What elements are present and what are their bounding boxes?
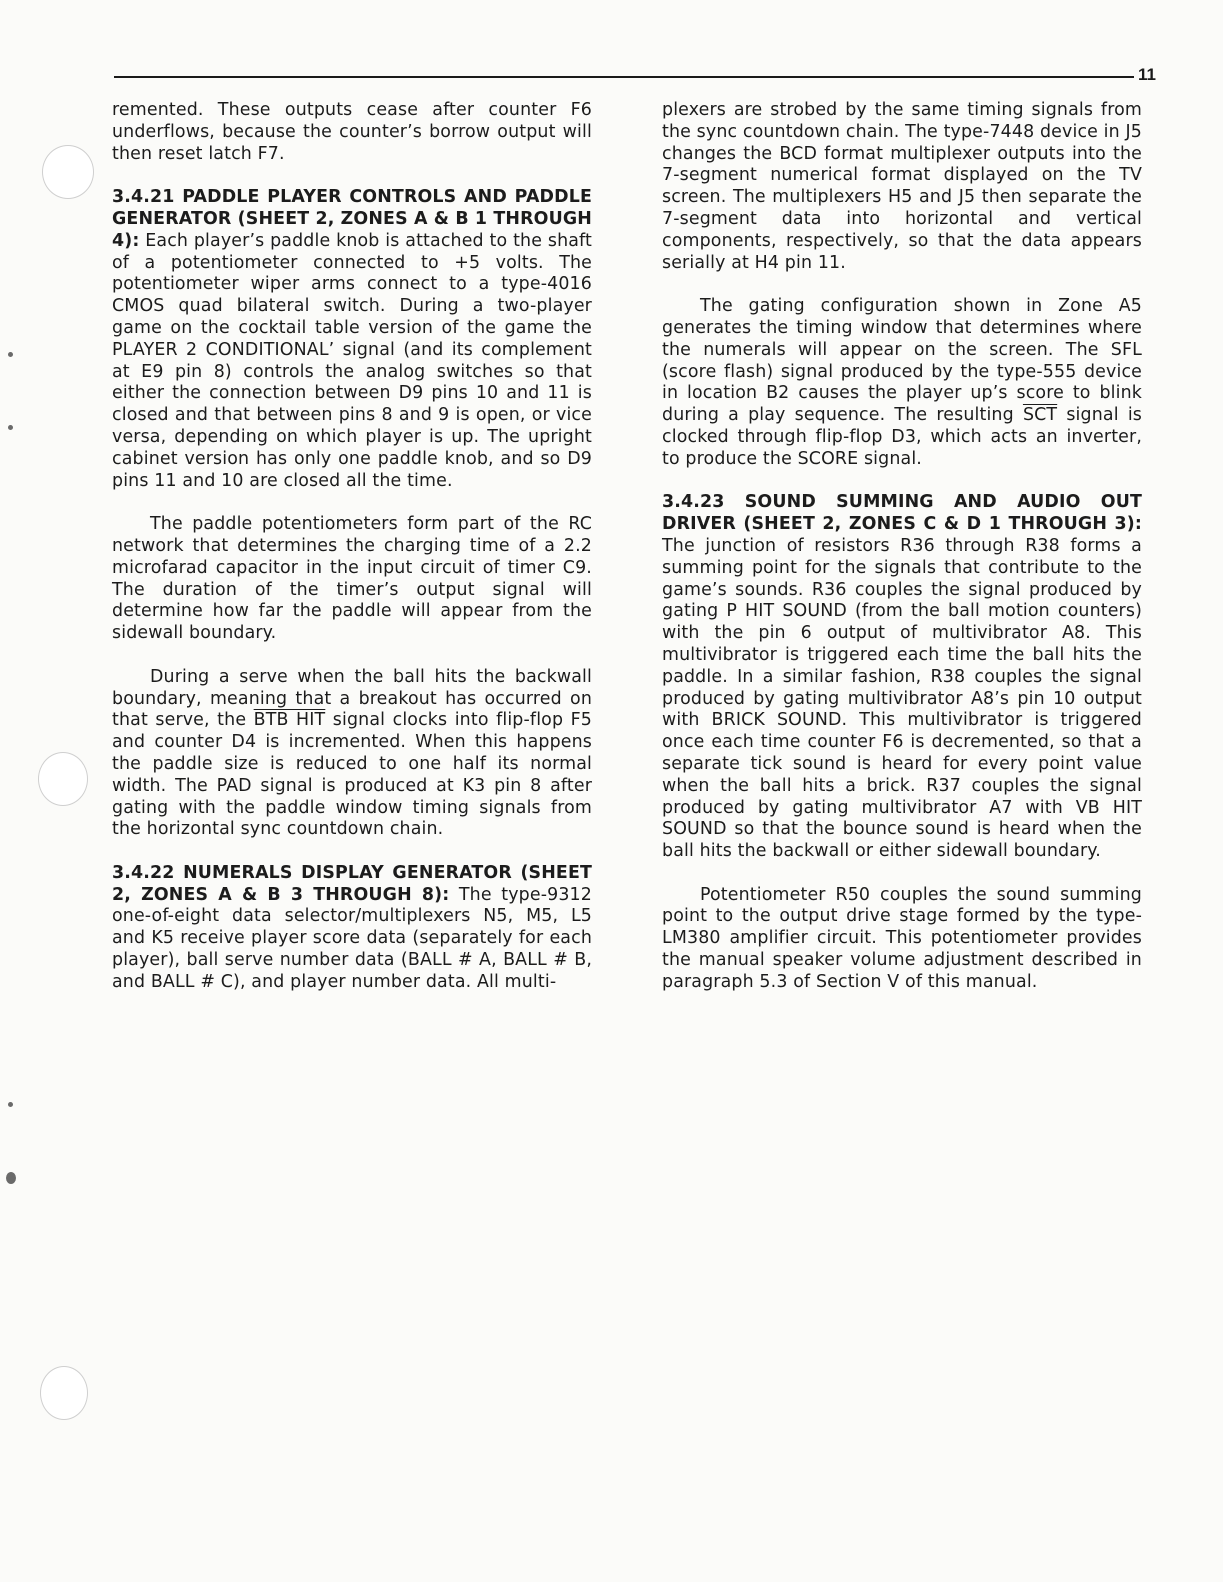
- paragraph: Potentiometer R50 couples the sound summing point to the output drive stage formed by the type-LM380 amplifier circuit. This potentiometer provides the manual speaker volume adjustment described in paragraph 5.3 of Section V of this manual.: [662, 884, 1142, 992]
- section-3-4-21: [112, 187, 592, 492]
- paragraph: remented. These outputs cease after counter F6 underflows, because the counter’s borrow output will then reset latch F7.: [112, 100, 592, 164]
- section-3-4-22: [112, 863, 592, 994]
- paragraph: [112, 667, 592, 841]
- section-body: The junction of resistors R36 through R38 forms a summing point for the signals that contribute to the game’s sounds. R36 couples the signal produced by gating P HIT SOUND (from the ball motion counters) with the pin 6 output of multivibrator A8. This multivibrator is triggered each time the ball hits the paddle. In a similar fashion, R38 couples the signal produced by gating multivibrator A8’s pin 10 output with BRICK SOUND. This multivibrator is triggered once each time counter F6 is decremented, so that a separate tick sound is heard for every point value when the ball hits a brick. R37 couples the signal produced by gating multivibrator A7 with VB HIT SOUND so that the bounce sound is heard when the ball hits the backwall or either sidewall boundary.: [662, 535, 1142, 862]
- binder-hole-middle: [38, 752, 88, 806]
- page-number: 11: [1138, 65, 1156, 84]
- paragraph-text: The gating configuration shown in Zone A5 generates the timing window that determines where the numerals will appear on the screen. The SFL (score flash) signal produced by the type-555 device in location B2 causes the player up’s score to blink during a play sequence. The resulting: [662, 296, 1142, 426]
- paragraph-text: During a serve when the ball hits the backwall boundary, meaning that a breakout has occurred on that serve, the: [112, 666, 592, 731]
- scan-speck: [6, 1172, 16, 1184]
- paragraph: [662, 296, 1142, 470]
- paragraph-text: signal clocks into flip-flop F5 and counter D4 is incremented. When this happens the paddle size is reduced to one half its normal width. The PAD signal is produced at K3 pin 8 after gating with the paddle window timing signals from the horizontal sync countdown chain.: [112, 710, 592, 840]
- header-rule: [114, 76, 1134, 78]
- section-heading: 3.4.21 PADDLE PLAYER CONTROLS AND PADDLE GENERATOR (SHEET 2, ZONES A & B 1 THROUGH 4):: [112, 187, 592, 251]
- section-heading: 3.4.22 NUMERALS DISPLAY GENERATOR (SHEET 2, ZONES A & B 3 THROUGH 8):: [112, 862, 592, 905]
- signal-name: BTB HIT: [253, 710, 326, 731]
- scan-speck: [8, 352, 13, 357]
- signal-name: $\overline{SCT}$: [1022, 405, 1058, 426]
- section-body: Each player’s paddle knob is attached to the shaft of a potentiometer connected to +5 volts. The potentiometer wiper arms connect to a type-4016 CMOS quad bilateral switch. During a two-player game on the cocktail table version of the game the PLAYER 2 CONDITIONAL’ signal (and its complement at E9 pin 8) controls the analog switches so that either the connection between D9 pins 10 and 11 is closed and that between pins 8 and 9 is open, or vice versa, depending on which player is up. The upright cabinet version has only one paddle knob, and so D9 pins 11 and 10 are closed all the time.: [112, 230, 592, 491]
- left-column: [112, 100, 592, 1015]
- scan-speck: [8, 1102, 13, 1107]
- paragraph: plexers are strobed by the same timing signals from the sync countdown chain. The type-7448 device in J5 changes the BCD format multiplexer outputs into the 7-segment numerical format displayed on the TV screen. The multiplexers H5 and J5 then separate the 7-segment data into horizontal and vertical components, respectively, so that the data appears serially at H4 pin 11.: [662, 100, 1143, 273]
- binder-hole-bottom: [40, 1366, 88, 1420]
- section-heading: 3.4.23 SOUND SUMMING AND AUDIO OUT DRIVER (SHEET 2, ZONES C & D 1 THROUGH 3):: [662, 492, 1142, 535]
- scan-speck: [8, 425, 13, 430]
- paragraph-text: signal is clocked through flip-flop D3, which acts an inverter, to produce the SCORE signal.: [662, 405, 1143, 469]
- section-3-4-23: [662, 492, 1142, 863]
- binder-hole-top: [42, 145, 94, 199]
- section-body: The type-9312 one-of-eight data selector/multiplexers N5, M5, L5 and K5 receive player score data (separately for each player), ball serve number data (BALL # A, BALL # B, and BALL # C), and player number data. All multi-: [112, 884, 592, 992]
- right-column: [662, 100, 1142, 1015]
- paragraph: The paddle potentiometers form part of the RC network that determines the charging time of a 2.2 microfarad capacitor in the input circuit of timer C9. The duration of the timer’s output signal will determine how far the paddle will appear from the sidewall boundary.: [112, 514, 592, 644]
